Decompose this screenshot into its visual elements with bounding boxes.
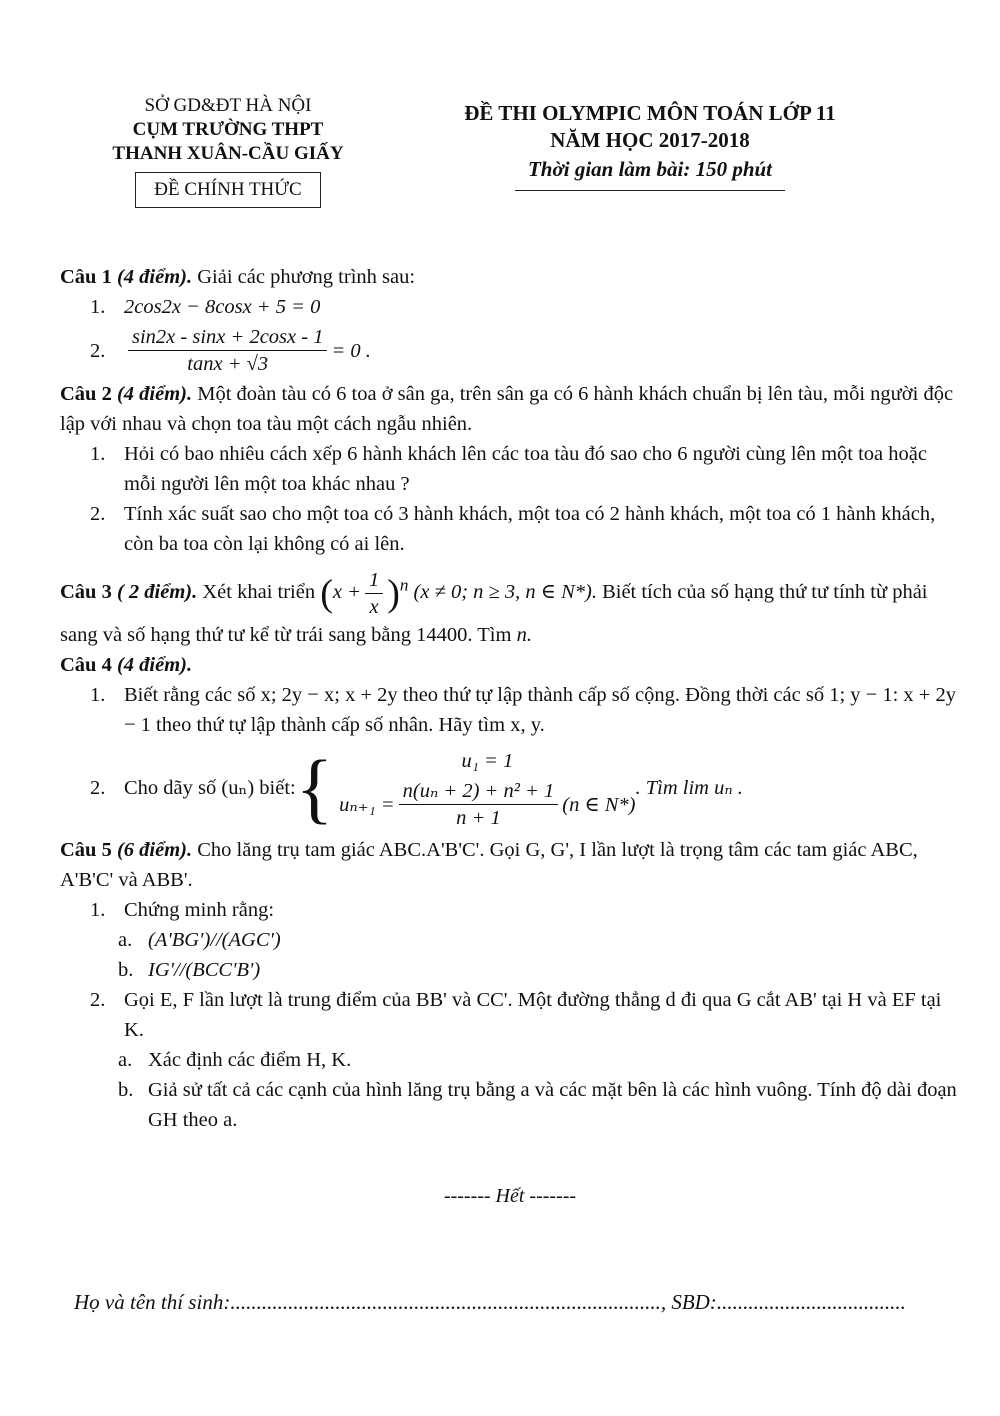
q1-item-1-number: 1. (90, 296, 106, 318)
q1-item-2-rhs: = 0 . (331, 339, 371, 362)
exam-header (430, 100, 870, 191)
q3-points: ( 2 điểm). (116, 581, 198, 604)
q3-exponent: n (399, 575, 409, 595)
left-paren: ( (320, 572, 333, 615)
q5-points: (6 điểm). (116, 839, 193, 861)
time-allowed (430, 154, 870, 184)
school-cluster: CỤM TRƯỜNG THPT (132, 119, 324, 140)
q1-points: (4 điểm). (116, 266, 193, 288)
q4-item-2-post: . Tìm lim uₙ . (635, 776, 743, 799)
q5-sub-d (118, 1075, 960, 1135)
question-3 (60, 567, 960, 650)
candidate-name-label: Họ và tên thí sinh: (74, 1290, 231, 1314)
sequence-system (296, 744, 636, 831)
q2-item-2-text: Tính xác suất sao cho một toa có 3 hành khách, một toa có 2 hành khách, một toa có 1 hành khách, còn ba toa còn lại không có ai lên. (124, 503, 936, 555)
q5-sub-c (118, 1045, 960, 1075)
department: SỞ GD&ĐT HÀ NỘI (144, 95, 312, 116)
q5-item-2 (90, 985, 960, 1045)
q2-title: Câu 2 (60, 383, 112, 405)
school-year: NĂM HỌC 2017-2018 (550, 128, 750, 152)
fraction-numerator: sin2x - sinx + 2cosx - 1 (128, 324, 327, 351)
q5-title: Câu 5 (60, 839, 112, 861)
q5-item-2-number: 2. (90, 989, 106, 1011)
fraction-numerator: n(uₙ + 2) + n² + 1 (399, 778, 559, 805)
q3-title: Câu 3 (60, 581, 112, 604)
fraction-denominator: tanx + √3 (187, 353, 269, 375)
q1-item-2-fraction (128, 324, 327, 377)
q3-text-3: n. (516, 624, 532, 646)
system-row-2 (339, 778, 635, 831)
q3-condition: (x ≠ 0; n ≥ 3, n ∈ N*). (413, 581, 597, 604)
fraction-numerator: 1 (365, 567, 383, 594)
q5-item-1 (90, 895, 960, 925)
end-marker: ------- Hết ------- (443, 1185, 577, 1207)
q5-item-2-text: Gọi E, F lần lượt là trung điểm của BB' và CC'. Một đường thẳng d đi qua G cắt AB' tại H và EF tại K. (124, 989, 942, 1041)
official-stamp: ĐỀ CHÍNH THỨC (135, 172, 320, 208)
system-fraction (399, 778, 559, 831)
q2-item-1-number: 1. (90, 443, 106, 465)
fraction-denominator: n + 1 (456, 807, 501, 829)
school-header (78, 94, 378, 208)
question-2 (60, 379, 960, 439)
q3-x-term: x + (332, 581, 361, 604)
q5-sub-c-text: Xác định các điểm H, K. (148, 1049, 352, 1071)
q5-sub-b (118, 955, 960, 985)
left-brace: { (295, 743, 334, 831)
q5-sub-d-text: Giả sử tất cả các cạnh của hình lăng trụ bằng a và các mặt bên là các hình vuông. Tính độ dài đoạn GH theo a. (148, 1079, 957, 1131)
candidate-footer (74, 1290, 964, 1315)
q1-item-2 (90, 324, 960, 377)
exam-title: ĐỀ THI OLYMPIC MÔN TOÁN LỚP 11 (464, 101, 836, 125)
q4-item-1-text: Biết rằng các số x; 2y − x; x + 2y theo thứ tự lập thành cấp số cộng. Đồng thời các số 1; y − 1: x + 2y − 1 theo thứ tự lập thành cấp số nhân. Hãy tìm x, y. (124, 684, 956, 736)
q5-sub-a-text: (A'BG')//(AGC') (148, 929, 281, 951)
q1-item-2-number: 2. (90, 339, 106, 362)
sbd-label: SBD: (671, 1290, 717, 1314)
q4-item-2 (90, 744, 960, 831)
time-label: Thời gian làm bài: (527, 157, 691, 181)
q1-text: Giải các phương trình sau: (197, 266, 416, 288)
question-5 (60, 835, 960, 895)
system-condition: (n ∈ N*) (562, 793, 636, 816)
q5-text: Cho lăng trụ tam giác ABC.A'B'C'. Gọi G, G', I lần lượt là trọng tâm các tam giác ABC, A'B'C' và ABB'. (60, 839, 918, 891)
q3-text-2: Biết tích của số hạng thứ tư tính từ phải sang và số hạng thứ tư kể từ trái sang bằng 14400. Tìm (60, 581, 928, 646)
header-rule (515, 190, 785, 191)
q3-fraction (365, 567, 383, 620)
q5-item-1-text: Chứng minh rằng: (124, 899, 275, 921)
district: THANH XUÂN-CẦU GIẤY (112, 143, 344, 164)
q5-sub-b-text: IG'//(BCC'B') (148, 959, 261, 981)
q2-item-1 (90, 439, 960, 499)
q5-sub-b-label: b. (118, 959, 134, 981)
question-1 (60, 262, 960, 292)
q2-item-2-number: 2. (90, 503, 106, 525)
fraction-denominator: x (369, 596, 379, 618)
q1-title: Câu 1 (60, 266, 112, 288)
candidate-name-field: .................................................................................., (230, 1290, 667, 1314)
sbd-field: .................................... (716, 1290, 906, 1314)
q2-item-1-text: Hỏi có bao nhiêu cách xếp 6 hành khách lên các toa tàu đó sao cho 6 người cùng lên một toa hoặc mỗi người lên một toa khác nhau ? (124, 443, 927, 495)
q1-item-1-equation: 2cos2x − 8cosx + 5 = 0 (124, 296, 321, 318)
q3-text-1: Xét khai triển (202, 581, 316, 604)
question-4 (60, 650, 960, 680)
exam-body (60, 262, 960, 1211)
q5-sub-a-label: a. (118, 929, 133, 951)
q4-title: Câu 4 (60, 654, 112, 676)
system-lhs: uₙ₊₁ = (339, 793, 395, 816)
q4-points: (4 điểm). (116, 654, 193, 676)
system-row-1: u₁ = 1 (461, 750, 514, 772)
time-value: 150 phút (695, 157, 773, 181)
q2-points: (4 điểm). (116, 383, 193, 405)
q5-item-1-number: 1. (90, 899, 106, 921)
q4-item-1-number: 1. (90, 684, 106, 706)
right-paren: ) (387, 572, 400, 615)
q2-item-2 (90, 499, 960, 559)
q4-item-2-pre: Cho dãy số (uₙ) biết: (124, 776, 296, 799)
system-lines (339, 744, 635, 831)
q5-sub-c-label: a. (118, 1049, 133, 1071)
q5-sub-d-label: b. (118, 1079, 134, 1101)
q1-item-1 (90, 292, 960, 322)
q4-item-2-number: 2. (90, 776, 106, 799)
q5-sub-a (118, 925, 960, 955)
q4-item-1 (90, 680, 960, 740)
q2-text: Một đoàn tàu có 6 toa ở sân ga, trên sân ga có 6 hành khách chuẩn bị lên tàu, mỗi người độc lập với nhau và chọn toa tàu một cách ngẫu nhiên. (60, 383, 954, 435)
